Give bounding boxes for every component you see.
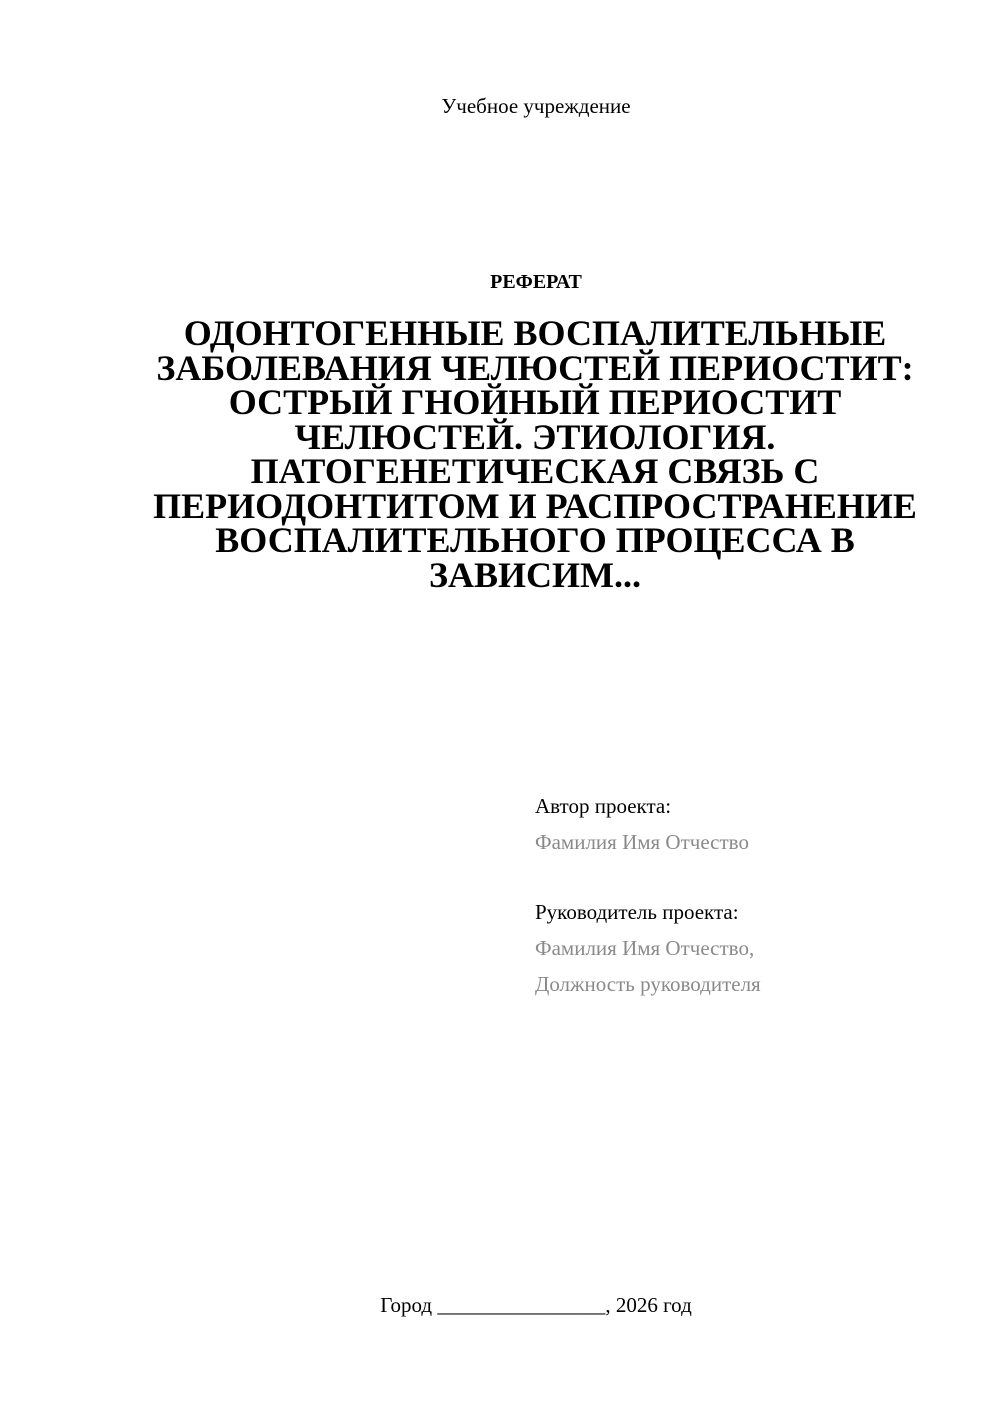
institution-name: Учебное учреждение	[441, 94, 631, 118]
supervisor-label: Руководитель проекта:	[535, 900, 739, 924]
document-type: РЕФЕРАТ	[490, 271, 582, 293]
author-label: Автор проекта:	[535, 794, 672, 818]
supervisor-name: Фамилия Имя Отчество,	[535, 936, 755, 960]
authors-block	[535, 788, 975, 1002]
author-name: Фамилия Имя Отчество	[535, 830, 749, 854]
spacer	[535, 860, 975, 894]
supervisor-position: Должность руководителя	[535, 972, 761, 996]
city-year-line: Город ________________, 2026 год	[380, 1293, 692, 1317]
document-title: ОДОНТОГЕННЫЕ ВОСПАЛИТЕЛЬНЫЕ ЗАБОЛЕВАНИЯ ЧЕЛЮСТЕЙ ПЕРИОСТИТ: ОСТРЫЙ ГНОЙНЫЙ ПЕРИОСТИТ ЧЕЛЮСТЕЙ. ЭТИОЛОГИЯ. ПАТОГЕНЕТИЧЕСКАЯ СВЯЗЬ С ПЕРИОДОНТИТОМ И РАСПРОСТРАНЕНИЕ ВОСПАЛИТЕЛЬНОГО ПРОЦЕССА В ЗАВИСИМ...	[153, 313, 917, 595]
